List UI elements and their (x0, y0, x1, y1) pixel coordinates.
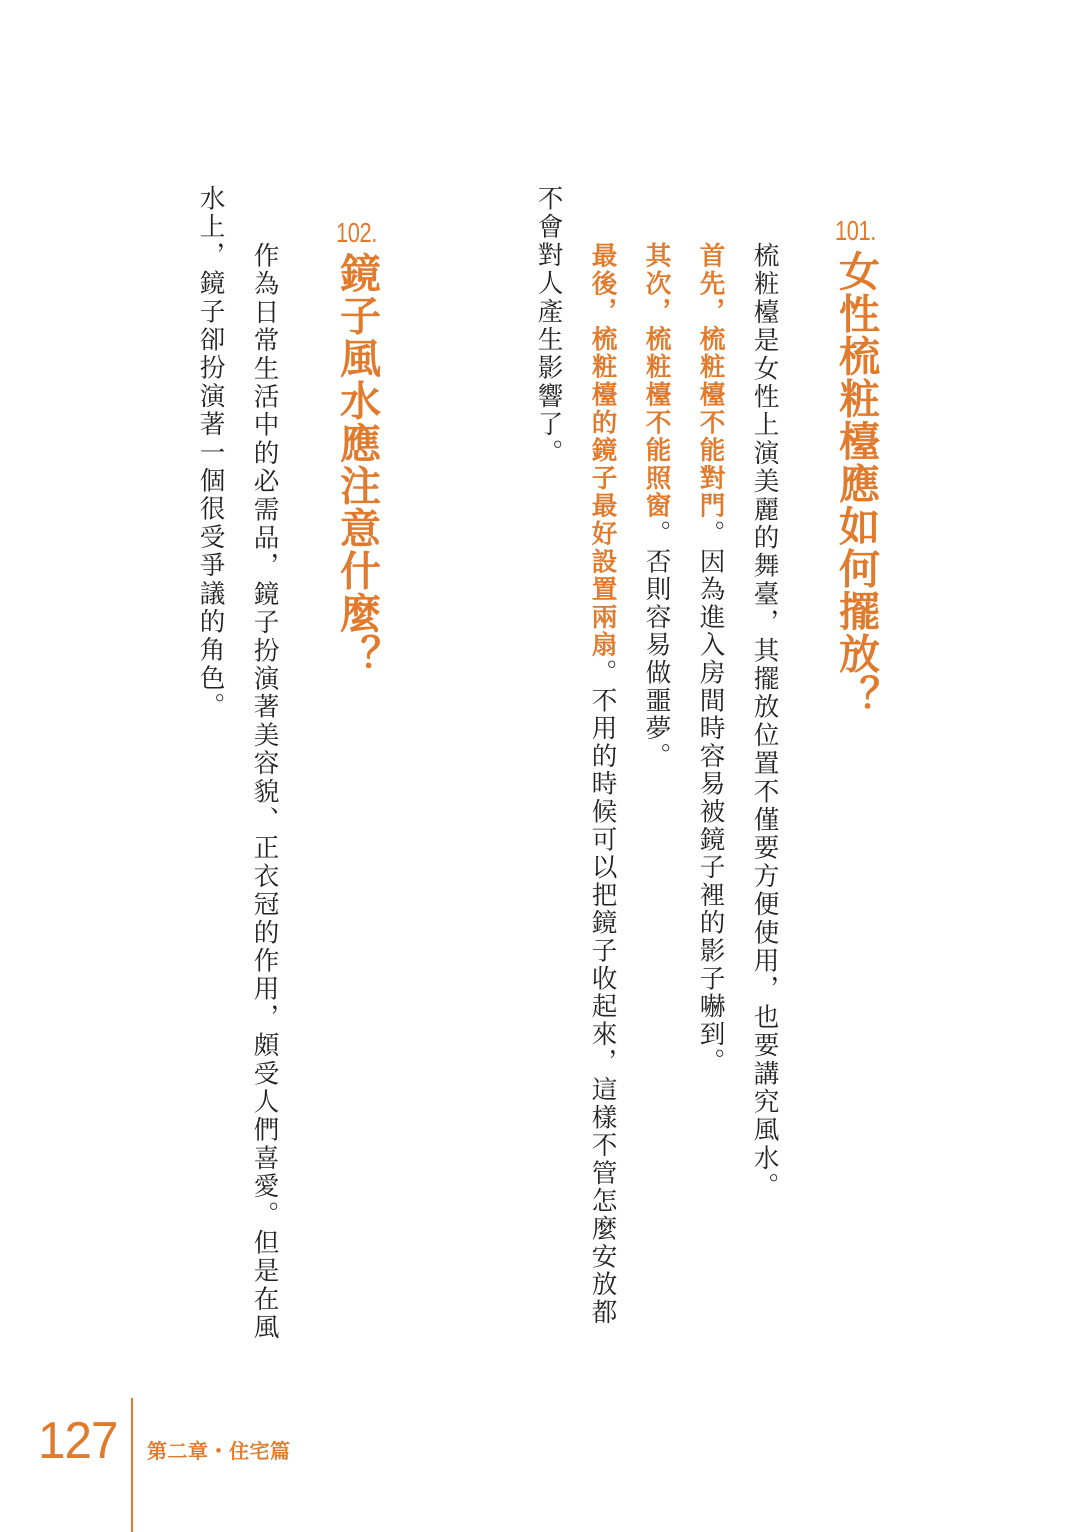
section-102-line-2: 水上，鏡子卻扮演著一個很受爭議的角色。 (195, 185, 226, 721)
chapter-label: 第二章・住宅篇 (147, 1439, 291, 1463)
section-101-number: 101. (835, 215, 876, 246)
section-102-number: 102. (336, 217, 377, 248)
section-101-line-2 (695, 242, 726, 1076)
section-101-line-2-rest: 。因為進入房間時容易被鏡子裡的影子嚇到。 (695, 520, 726, 1076)
section-101-line-1: 梳粧檯是女性上演美麗的舞臺，其擺放位置不僅要方便使用，也要講究風水。 (749, 242, 780, 1201)
section-101-line-3-rest: 。否則容易做噩夢。 (641, 520, 672, 771)
section-101-highlight-2: 其次，梳粧檯不能照窗 (641, 242, 672, 520)
section-101-line-3 (641, 242, 672, 771)
footer-divider (131, 1398, 133, 1532)
section-102-line-1: 作為日常生活中的必需品，鏡子扮演著美容貌、正衣冠的作用，頗受人們喜愛。但是在風 (249, 242, 280, 1342)
section-101-highlight-3: 最後，梳粧檯的鏡子最好設置兩扇 (587, 242, 618, 659)
section-101-line-4 (587, 242, 618, 1327)
section-102-title: 鏡子風水應注意什麼？ (333, 252, 381, 677)
section-101-title: 女性梳粧檯應如何擺放？ (832, 250, 880, 718)
section-101-highlight-1: 首先，梳粧檯不能對門 (695, 242, 726, 520)
page-number: 127 (38, 1412, 118, 1470)
section-101-line-4-rest: 。不用的時候可以把鏡子收起來，這樣不管怎麼安放都 (587, 659, 618, 1327)
section-101-line-5: 不會對人產生影響了。 (533, 185, 564, 467)
